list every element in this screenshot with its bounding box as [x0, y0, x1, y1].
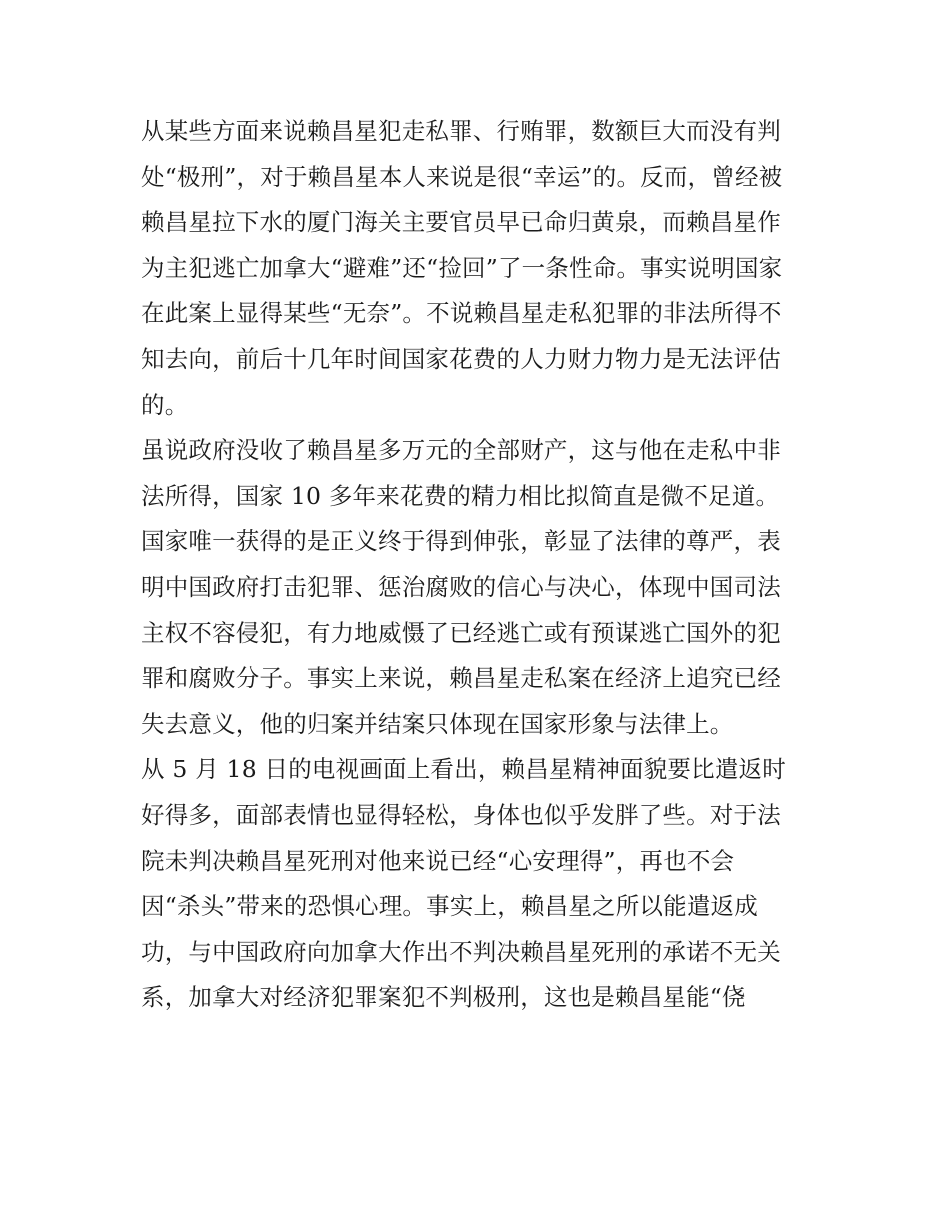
text-line: 因“杀头”带来的恐惧心理。事实上，赖昌星之所以能遣返成 — [141, 892, 758, 921]
text-line: 从某些方面来说赖昌星犯走私罪、行贿罪，数额巨大而没有判 — [141, 117, 781, 145]
text-line: 院未判决赖昌星死刑对他来说已经“心安理得”，再也不会 — [141, 846, 735, 875]
text-line: 好得多，面部表情也显得轻松，身体也似乎发胖了些。对于法 — [141, 800, 781, 829]
text-line: 处“极刑”，对于赖昌星本人来说是很“幸运”的。反而，曾经被 — [141, 162, 783, 191]
text-line: 国家唯一获得的是正义终于得到伸张，彰显了法律的尊严，表 — [141, 527, 781, 556]
text-line: 失去意义，他的归案并结案只体现在国家形象与法律上。 — [141, 709, 734, 738]
text-line: 为主犯逃亡加拿大“避难”还“捡回”了一条性命。事实说明国家 — [141, 253, 783, 282]
text-line: 在此案上显得某些“无奈”。不说赖昌星走私犯罪的非法所得不 — [141, 299, 782, 328]
article-body — [141, 109, 831, 1021]
text-line: 的。 — [141, 390, 189, 419]
text-line: 法所得，国家 10 多年来花费的精力相比拟简直是微不足道。 — [141, 481, 780, 510]
text-line: 罪和腐败分子。事实上来说，赖昌星走私案在经济上追究已经 — [141, 664, 781, 693]
text-line: 主权不容侵犯，有力地威慑了已经逃亡或有预谋逃亡国外的犯 — [141, 618, 781, 647]
text-line: 从 5 月 18 日的电视画面上看出，赖昌星精神面貌要比遣返时 — [141, 755, 786, 784]
text-line: 明中国政府打击犯罪、惩治腐败的信心与决心，体现中国司法 — [141, 572, 781, 601]
text-line: 知去向，前后十几年时间国家花费的人力财力物力是无法评估 — [141, 344, 781, 373]
text-line: 功，与中国政府向加拿大作出不判决赖昌星死刑的承诺不无关 — [141, 937, 781, 966]
text-line: 系，加拿大对经济犯罪案犯不判极刑，这也是赖昌星能“侥 — [141, 983, 746, 1012]
text-line: 赖昌星拉下水的厦门海关主要官员早已命归黄泉，而赖昌星作 — [141, 208, 781, 237]
text-line: 虽说政府没收了赖昌星多万元的全部财产，这与他在走私中非 — [141, 436, 781, 465]
